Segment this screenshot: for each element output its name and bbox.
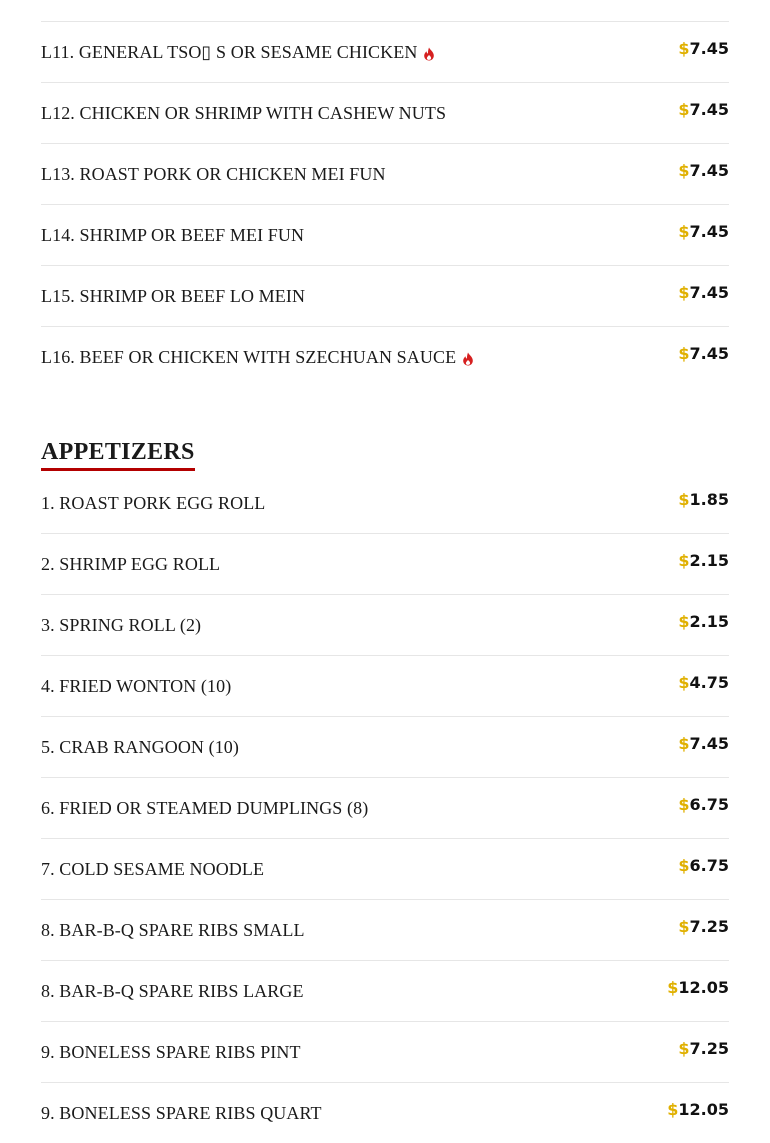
menu-item-row[interactable] <box>41 839 729 900</box>
menu-item-price <box>678 612 729 631</box>
menu-item-name-text: 9. BONELESS SPARE RIBS PINT <box>41 1042 301 1062</box>
price-value: 1.85 <box>689 490 729 509</box>
currency-symbol: $ <box>678 612 690 631</box>
appetizer-list <box>41 473 729 1143</box>
menu-item-price <box>678 344 729 363</box>
menu-item-name-text: 8. BAR-B-Q SPARE RIBS LARGE <box>41 981 304 1001</box>
menu-item-name <box>41 225 304 246</box>
price-value: 7.45 <box>689 283 729 302</box>
price-value: 12.05 <box>678 978 729 997</box>
menu-item-row[interactable] <box>41 595 729 656</box>
currency-symbol: $ <box>667 1100 679 1119</box>
flame-icon <box>423 45 435 59</box>
currency-symbol: $ <box>678 917 690 936</box>
menu-item-row[interactable] <box>41 144 729 205</box>
menu-item-name-text: L16. BEEF OR CHICKEN WITH SZECHUAN SAUCE <box>41 347 457 367</box>
menu-item-price <box>678 795 729 814</box>
menu-item-price <box>678 283 729 302</box>
menu-item-row[interactable] <box>41 83 729 144</box>
menu-item-name <box>41 347 474 368</box>
currency-symbol: $ <box>667 978 679 997</box>
menu-item-row[interactable] <box>41 656 729 717</box>
menu-item-price <box>678 673 729 692</box>
menu-item-name-text: 3. SPRING ROLL (2) <box>41 615 202 635</box>
menu-item-row[interactable] <box>41 717 729 778</box>
price-value: 7.45 <box>689 161 729 180</box>
menu-item-price <box>678 1039 729 1058</box>
menu-item-name <box>41 920 305 941</box>
menu-item-name <box>41 554 220 575</box>
menu-item-name-text: L15. SHRIMP OR BEEF LO MEIN <box>41 286 306 306</box>
currency-symbol: $ <box>678 795 690 814</box>
menu-item-name-text: 8. BAR-B-Q SPARE RIBS SMALL <box>41 920 305 940</box>
lunch-special-list <box>41 22 729 387</box>
menu-item-row[interactable] <box>41 473 729 534</box>
price-value: 2.15 <box>689 612 729 631</box>
currency-symbol: $ <box>678 283 690 302</box>
menu-item-name <box>41 42 435 63</box>
section-title-appetizers: APPETIZERS <box>41 439 195 471</box>
menu-item-row[interactable] <box>41 1083 729 1143</box>
menu-item-row[interactable] <box>41 534 729 595</box>
menu-item-name <box>41 1103 322 1124</box>
menu-item-name <box>41 493 265 514</box>
currency-symbol: $ <box>678 161 690 180</box>
flame-icon <box>462 350 474 364</box>
menu-item-name-text: L14. SHRIMP OR BEEF MEI FUN <box>41 225 305 245</box>
price-value: 7.25 <box>689 917 729 936</box>
menu-item-name-text: 2. SHRIMP EGG ROLL <box>41 554 221 574</box>
menu-item-row[interactable] <box>41 327 729 387</box>
previous-row-partial <box>41 0 729 22</box>
menu-item-name <box>41 676 231 697</box>
menu-item-name-text: 5. CRAB RANGOON (10) <box>41 737 240 757</box>
menu-item-name <box>41 164 386 185</box>
menu-item-price <box>678 39 729 58</box>
menu-item-name-text: 9. BONELESS SPARE RIBS QUART <box>41 1103 322 1123</box>
menu-item-price <box>678 100 729 119</box>
menu-item-name <box>41 1042 301 1063</box>
menu-item-row[interactable] <box>41 1022 729 1083</box>
menu-item-price <box>678 856 729 875</box>
menu-item-name <box>41 286 305 307</box>
menu-item-price <box>678 917 729 936</box>
menu-item-name-text: 1. ROAST PORK EGG ROLL <box>41 493 266 513</box>
menu-page <box>41 0 729 1143</box>
menu-item-price <box>678 734 729 753</box>
price-value: 7.45 <box>689 222 729 241</box>
currency-symbol: $ <box>678 39 690 58</box>
currency-symbol: $ <box>678 673 690 692</box>
menu-item-price <box>678 222 729 241</box>
currency-symbol: $ <box>678 490 690 509</box>
menu-item-row[interactable] <box>41 778 729 839</box>
menu-item-row[interactable] <box>41 961 729 1022</box>
currency-symbol: $ <box>678 856 690 875</box>
menu-item-name-text: 6. FRIED OR STEAMED DUMPLINGS (8) <box>41 798 369 818</box>
menu-item-name <box>41 859 264 880</box>
currency-symbol: $ <box>678 734 690 753</box>
menu-item-name-text: 7. COLD SESAME NOODLE <box>41 859 265 879</box>
currency-symbol: $ <box>678 344 690 363</box>
menu-item-name <box>41 103 446 124</box>
menu-item-row[interactable] <box>41 900 729 961</box>
price-value: 12.05 <box>678 1100 729 1119</box>
price-value: 7.45 <box>689 100 729 119</box>
price-value: 7.25 <box>689 1039 729 1058</box>
price-value: 6.75 <box>689 856 729 875</box>
menu-item-name <box>41 737 239 758</box>
price-value: 2.15 <box>689 551 729 570</box>
price-value: 7.45 <box>689 39 729 58</box>
price-value: 7.45 <box>689 734 729 753</box>
currency-symbol: $ <box>678 222 690 241</box>
menu-item-row[interactable] <box>41 205 729 266</box>
menu-item-row[interactable] <box>41 22 729 83</box>
menu-item-price <box>667 1100 729 1119</box>
menu-item-price <box>678 551 729 570</box>
currency-symbol: $ <box>678 1039 690 1058</box>
menu-item-price <box>678 490 729 509</box>
price-value: 7.45 <box>689 344 729 363</box>
menu-item-name <box>41 981 304 1002</box>
menu-item-price <box>678 161 729 180</box>
currency-symbol: $ <box>678 100 690 119</box>
menu-item-name-text: L12. CHICKEN OR SHRIMP WITH CASHEW NUTS <box>41 103 447 123</box>
currency-symbol: $ <box>678 551 690 570</box>
menu-item-name <box>41 615 201 636</box>
menu-item-price <box>667 978 729 997</box>
menu-item-name-text: L13. ROAST PORK OR CHICKEN MEI FUN <box>41 164 386 184</box>
price-value: 4.75 <box>689 673 729 692</box>
price-value: 6.75 <box>689 795 729 814</box>
menu-item-row[interactable] <box>41 266 729 327</box>
menu-item-name-text: L11. GENERAL TSO▯ S OR SESAME CHICKEN <box>41 42 418 62</box>
menu-item-name <box>41 798 368 819</box>
menu-item-name-text: 4. FRIED WONTON (10) <box>41 676 232 696</box>
